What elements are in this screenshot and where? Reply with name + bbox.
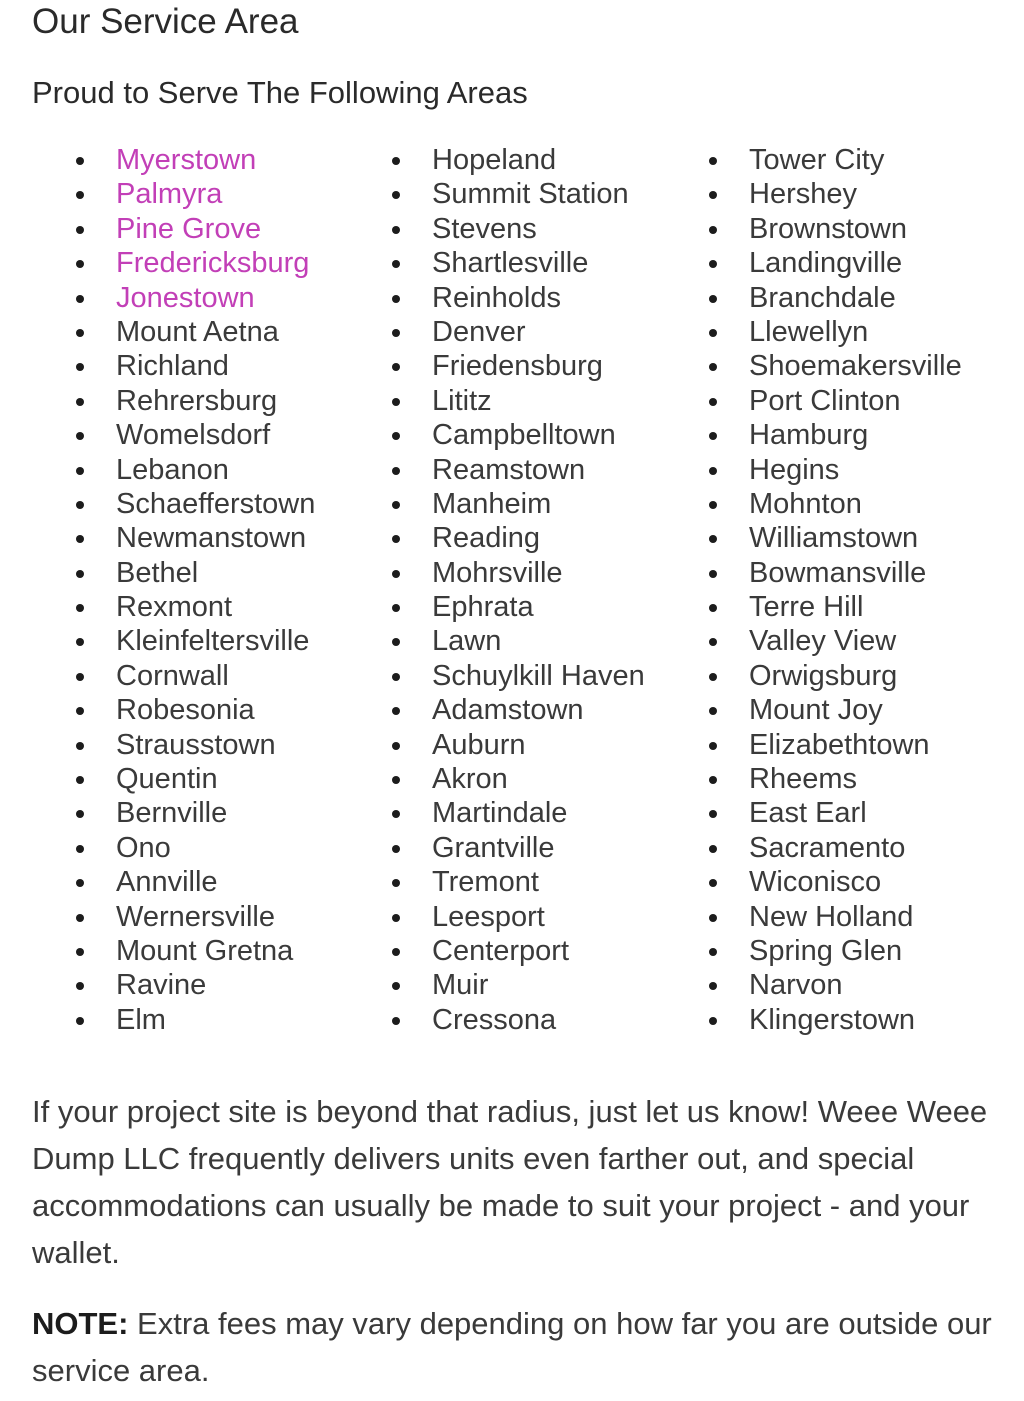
area-link-item[interactable]: [70, 246, 315, 280]
bullet-icon: [709, 157, 717, 165]
area-list-item: [386, 315, 645, 349]
area-name: Lititz: [432, 384, 492, 417]
area-name: Campbelltown: [432, 419, 616, 452]
bullet-icon: [76, 363, 84, 371]
bullet-icon: [392, 776, 400, 784]
area-name: Hershey: [749, 178, 857, 211]
bullet-icon: [709, 535, 717, 543]
area-list-item: [386, 384, 645, 418]
area-list-item: [70, 1003, 315, 1037]
area-list-item: [703, 762, 962, 796]
bullet-icon: [392, 638, 400, 646]
area-list-item: [386, 590, 645, 624]
area-name: Shartlesville: [432, 247, 589, 280]
area-list-item: [703, 831, 962, 865]
area-name: Klingerstown: [749, 1003, 916, 1036]
area-list-item: [70, 659, 315, 693]
area-list-item: [386, 521, 645, 555]
area-name: Stevens: [432, 212, 537, 245]
bullet-icon: [392, 329, 400, 337]
area-list-item: [70, 487, 315, 521]
area-name: New Holland: [749, 900, 914, 933]
area-name: Rehrersburg: [116, 384, 278, 417]
area-name: Llewellyn: [749, 315, 869, 348]
area-list-item: [70, 590, 315, 624]
bullet-icon: [76, 226, 84, 234]
area-list-item: [703, 590, 962, 624]
area-list-item: [70, 418, 315, 452]
bullet-icon: [76, 467, 84, 475]
area-name: Williamstown: [749, 522, 919, 555]
area-name: Narvon: [749, 969, 843, 1002]
bullet-icon: [709, 295, 717, 303]
area-name: Mount Joy: [749, 694, 883, 727]
note-text: Extra fees may vary depending on how far you are outside our service area.: [32, 1306, 992, 1388]
area-name: Ono: [116, 831, 171, 864]
area-name: Mount Aetna: [116, 315, 279, 348]
area-link[interactable]: Fredericksburg: [116, 247, 310, 280]
bullet-icon: [709, 398, 717, 406]
bullet-icon: [392, 845, 400, 853]
area-name: Schuylkill Haven: [432, 659, 645, 692]
area-list-item: [703, 693, 962, 727]
bullet-icon: [392, 467, 400, 475]
bullet-icon: [76, 432, 84, 440]
area-name: Muir: [432, 969, 489, 1002]
bullet-icon: [392, 673, 400, 681]
bullet-icon: [709, 604, 717, 612]
area-name: Adamstown: [432, 694, 584, 727]
area-list-item: [386, 831, 645, 865]
area-list-item: [70, 762, 315, 796]
bullet-icon: [392, 604, 400, 612]
area-name: Tremont: [432, 866, 539, 899]
bullet-icon: [709, 467, 717, 475]
area-name: Elm: [116, 1003, 166, 1036]
area-list-item: [386, 281, 645, 315]
bullet-icon: [392, 501, 400, 509]
area-name: Reamstown: [432, 453, 586, 486]
area-list-item: [386, 556, 645, 590]
area-list-item: [70, 968, 315, 1002]
area-name: Tower City: [749, 144, 885, 176]
area-list-item: [386, 177, 645, 211]
section-subtitle: Proud to Serve The Following Areas: [32, 75, 528, 110]
bullet-icon: [76, 295, 84, 303]
bullet-icon: [76, 776, 84, 784]
area-name: Elizabethtown: [749, 728, 930, 761]
bullet-icon: [709, 260, 717, 268]
bullet-icon: [709, 776, 717, 784]
area-name: Branchdale: [749, 281, 896, 314]
area-list-item: [386, 968, 645, 1002]
area-list-item: [703, 624, 962, 658]
bullet-icon: [709, 638, 717, 646]
area-list-item: [703, 968, 962, 1002]
area-list-item: [703, 384, 962, 418]
area-name: Port Clinton: [749, 384, 901, 417]
area-link[interactable]: Myerstown: [116, 144, 257, 176]
bullet-icon: [709, 432, 717, 440]
bullet-icon: [76, 329, 84, 337]
area-name: Martindale: [432, 797, 568, 830]
area-list-item: [703, 177, 962, 211]
area-name: Wiconisco: [749, 866, 882, 899]
area-name: Womelsdorf: [116, 419, 271, 452]
bullet-icon: [392, 879, 400, 887]
area-list-item: [70, 349, 315, 383]
area-name: Ravine: [116, 969, 207, 1002]
bullet-icon: [76, 948, 84, 956]
bullet-icon: [392, 1017, 400, 1025]
area-list-item: [703, 728, 962, 762]
area-name: Leesport: [432, 900, 545, 933]
bullet-icon: [76, 845, 84, 853]
bullet-icon: [392, 570, 400, 578]
area-list-item: [703, 934, 962, 968]
area-name: Akron: [432, 763, 508, 796]
area-name: Reinholds: [432, 281, 561, 314]
area-list-item: [70, 384, 315, 418]
bullet-icon: [76, 157, 84, 165]
bullet-icon: [709, 329, 717, 337]
area-list-item: [70, 728, 315, 762]
area-name: Annville: [116, 866, 218, 899]
bullet-icon: [76, 191, 84, 199]
area-name: Orwigsburg: [749, 659, 898, 692]
area-name: Mount Gretna: [116, 934, 294, 967]
area-name: Terre Hill: [749, 591, 864, 624]
area-name: Hopeland: [432, 144, 557, 176]
bullet-icon: [709, 226, 717, 234]
area-list-item: [70, 831, 315, 865]
area-list-item: [703, 246, 962, 280]
area-list-item: [703, 349, 962, 383]
area-list-item: [703, 556, 962, 590]
bullet-icon: [392, 226, 400, 234]
bullet-icon: [76, 604, 84, 612]
area-name: Mohnton: [749, 487, 862, 520]
area-list-item: [70, 934, 315, 968]
area-list-item: [703, 865, 962, 899]
area-list-item: [703, 487, 962, 521]
bullet-icon: [709, 879, 717, 887]
bullet-icon: [709, 914, 717, 922]
bullet-icon: [709, 742, 717, 750]
area-list-item: [386, 728, 645, 762]
bullet-icon: [76, 535, 84, 543]
area-name: Rheems: [749, 763, 857, 796]
area-name: Brownstown: [749, 212, 907, 245]
bullet-icon: [76, 982, 84, 990]
area-list-item: [386, 659, 645, 693]
area-name: Robesonia: [116, 694, 255, 727]
area-name: Friedensburg: [432, 350, 603, 383]
bullet-icon: [76, 570, 84, 578]
area-list-item: [703, 212, 962, 246]
area-list-item: [386, 418, 645, 452]
area-list-item: [703, 659, 962, 693]
area-name: Quentin: [116, 763, 218, 796]
area-list-item: [386, 624, 645, 658]
area-list-item: [386, 693, 645, 727]
area-list-item: [703, 143, 962, 177]
bullet-icon: [76, 638, 84, 646]
bullet-icon: [709, 707, 717, 715]
area-name: Manheim: [432, 487, 552, 520]
bullet-icon: [709, 948, 717, 956]
bullet-icon: [392, 432, 400, 440]
area-list-item: [386, 934, 645, 968]
area-list-item: [70, 556, 315, 590]
area-name: Reading: [432, 522, 541, 555]
bullet-icon: [76, 879, 84, 887]
bullet-icon: [76, 398, 84, 406]
area-name: Wernersville: [116, 900, 276, 933]
area-name: Newmanstown: [116, 522, 307, 555]
bullet-icon: [392, 707, 400, 715]
area-column-3: [703, 143, 962, 1037]
area-list-item: [703, 900, 962, 934]
bullet-icon: [709, 810, 717, 818]
area-list-item: [70, 453, 315, 487]
area-name: Denver: [432, 315, 526, 348]
bullet-icon: [392, 982, 400, 990]
area-column-2: [386, 143, 645, 1037]
area-list-item: [386, 453, 645, 487]
area-list-item: [70, 693, 315, 727]
area-list-item: [703, 521, 962, 555]
bullet-icon: [76, 673, 84, 681]
area-name: Cornwall: [116, 659, 229, 692]
bullet-icon: [392, 810, 400, 818]
area-name: Hegins: [749, 453, 840, 486]
area-list-item: [703, 315, 962, 349]
area-link-item[interactable]: [70, 177, 315, 211]
area-name: Lawn: [432, 625, 502, 658]
bullet-icon: [76, 914, 84, 922]
area-name: Schaefferstown: [116, 487, 316, 520]
area-link[interactable]: Jonestown: [116, 281, 255, 314]
bullet-icon: [709, 191, 717, 199]
note-label: NOTE:: [32, 1306, 129, 1341]
note-paragraph: [32, 1300, 992, 1394]
area-list-item: [386, 762, 645, 796]
area-name: Lebanon: [116, 453, 229, 486]
area-name: Centerport: [432, 934, 570, 967]
bullet-icon: [709, 501, 717, 509]
area-name: Landingville: [749, 247, 903, 280]
area-link-item[interactable]: [70, 281, 315, 315]
bullet-icon: [709, 570, 717, 578]
area-name: Spring Glen: [749, 934, 903, 967]
area-list-item: [70, 315, 315, 349]
area-list-item: [386, 487, 645, 521]
area-list-item: [70, 521, 315, 555]
area-list-item: [703, 418, 962, 452]
area-name: Valley View: [749, 625, 897, 658]
bullet-icon: [76, 810, 84, 818]
area-list-item: [386, 865, 645, 899]
area-name: Bethel: [116, 556, 199, 589]
bullet-icon: [392, 295, 400, 303]
bullet-icon: [709, 673, 717, 681]
area-list-item: [703, 1003, 962, 1037]
area-link[interactable]: Pine Grove: [116, 212, 262, 245]
bullet-icon: [709, 1017, 717, 1025]
bullet-icon: [392, 260, 400, 268]
bullet-icon: [392, 742, 400, 750]
bullet-icon: [76, 742, 84, 750]
area-name: Rexmont: [116, 591, 233, 624]
area-name: Shoemakersville: [749, 350, 962, 383]
area-list-item: [386, 1003, 645, 1037]
radius-paragraph: If your project site is beyond that radius, just let us know! Weee Weee Dump LLC frequently delivers units even farther out, and special accommodations can usually be made to suit your project - and your wallet.: [32, 1094, 988, 1270]
area-name: Bowmansville: [749, 556, 927, 589]
bullet-icon: [709, 363, 717, 371]
area-link-item[interactable]: [70, 212, 315, 246]
area-list-item: [70, 796, 315, 830]
area-list-item: [703, 453, 962, 487]
page-title: Our Service Area: [32, 2, 299, 41]
bullet-icon: [76, 260, 84, 268]
area-name: Summit Station: [432, 178, 629, 211]
area-list-item: [70, 865, 315, 899]
area-name: Sacramento: [749, 831, 906, 864]
area-list-item: [386, 349, 645, 383]
area-list-item: [386, 900, 645, 934]
bullet-icon: [392, 363, 400, 371]
bullet-icon: [392, 191, 400, 199]
bullet-icon: [392, 535, 400, 543]
area-list-item: [703, 281, 962, 315]
area-name: Strausstown: [116, 728, 276, 761]
area-list-item: [386, 246, 645, 280]
bullet-icon: [76, 501, 84, 509]
area-list-item: [703, 796, 962, 830]
area-list-item: [386, 143, 645, 177]
bullet-icon: [392, 914, 400, 922]
bullet-icon: [709, 845, 717, 853]
area-name: Hamburg: [749, 419, 869, 452]
area-name: Kleinfeltersville: [116, 625, 310, 658]
bullet-icon: [76, 1017, 84, 1025]
area-name: Auburn: [432, 728, 526, 761]
area-name: Richland: [116, 350, 229, 383]
area-name: Grantville: [432, 831, 555, 864]
area-name: Cressona: [432, 1003, 557, 1036]
area-list-item: [70, 624, 315, 658]
service-area-columns: [0, 143, 1024, 1043]
area-name: Mohrsville: [432, 556, 563, 589]
bullet-icon: [392, 398, 400, 406]
area-list-item: [386, 796, 645, 830]
area-list-item: [70, 900, 315, 934]
bullet-icon: [709, 982, 717, 990]
area-column-1: [70, 143, 315, 1037]
area-name: Bernville: [116, 797, 228, 830]
bullet-icon: [76, 707, 84, 715]
area-name: East Earl: [749, 797, 867, 830]
bullet-icon: [392, 157, 400, 165]
area-link-item[interactable]: [70, 143, 315, 177]
area-list-item: [386, 212, 645, 246]
bullet-icon: [392, 948, 400, 956]
area-name: Ephrata: [432, 591, 534, 624]
area-link[interactable]: Palmyra: [116, 178, 223, 211]
